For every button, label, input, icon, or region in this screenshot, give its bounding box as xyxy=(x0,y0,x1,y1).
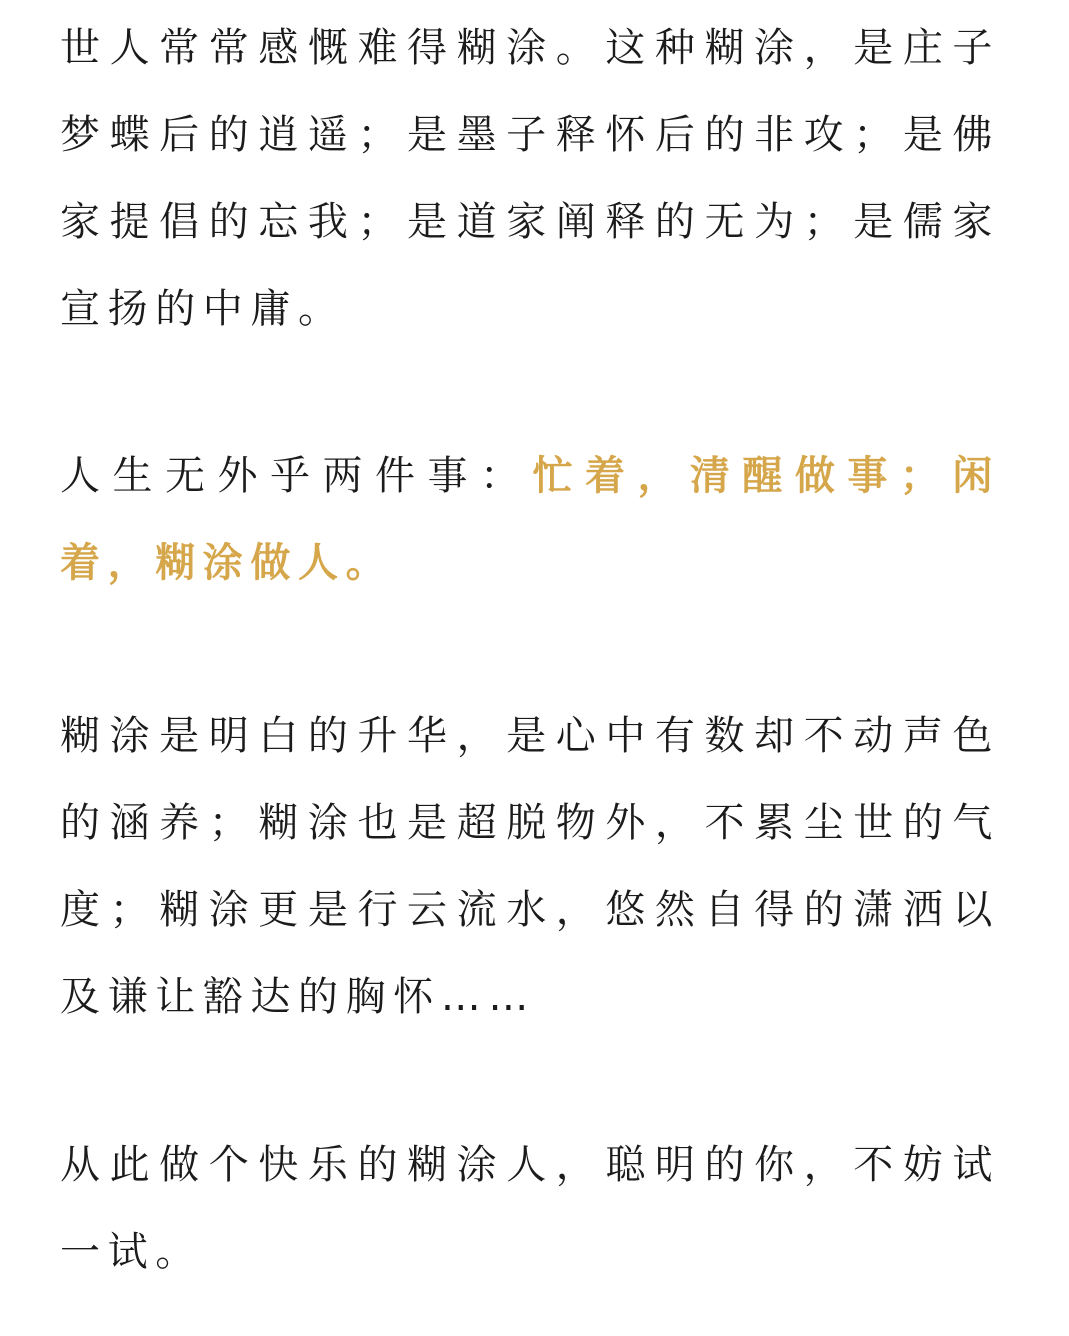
paragraph-2 xyxy=(60,433,1000,607)
paragraph-3: 糊涂是明白的升华，是心中有数却不动声色的涵养；糊涂也是超脱物外，不累尘世的气度；糊涂更是行云流水，悠然自得的潇洒以及谦让豁达的胸怀…… xyxy=(60,713,1000,1020)
paragraph-4: 从此做个快乐的糊涂人，聪明的你，不妨试一试。 xyxy=(60,1142,1000,1275)
paragraph-2-highlight: 忙着，清醒做事；闲着，糊涂做人。 xyxy=(60,453,1000,586)
paragraph-2-lead: 人生无外乎两件事： xyxy=(60,453,533,499)
paragraph-1: 世人常常感慨难得糊涂。这种糊涂，是庄子梦蝶后的逍遥；是墨子释怀后的非攻；是佛家提倡的忘我；是道家阐释的无为；是儒家宣扬的中庸。 xyxy=(60,25,1000,332)
